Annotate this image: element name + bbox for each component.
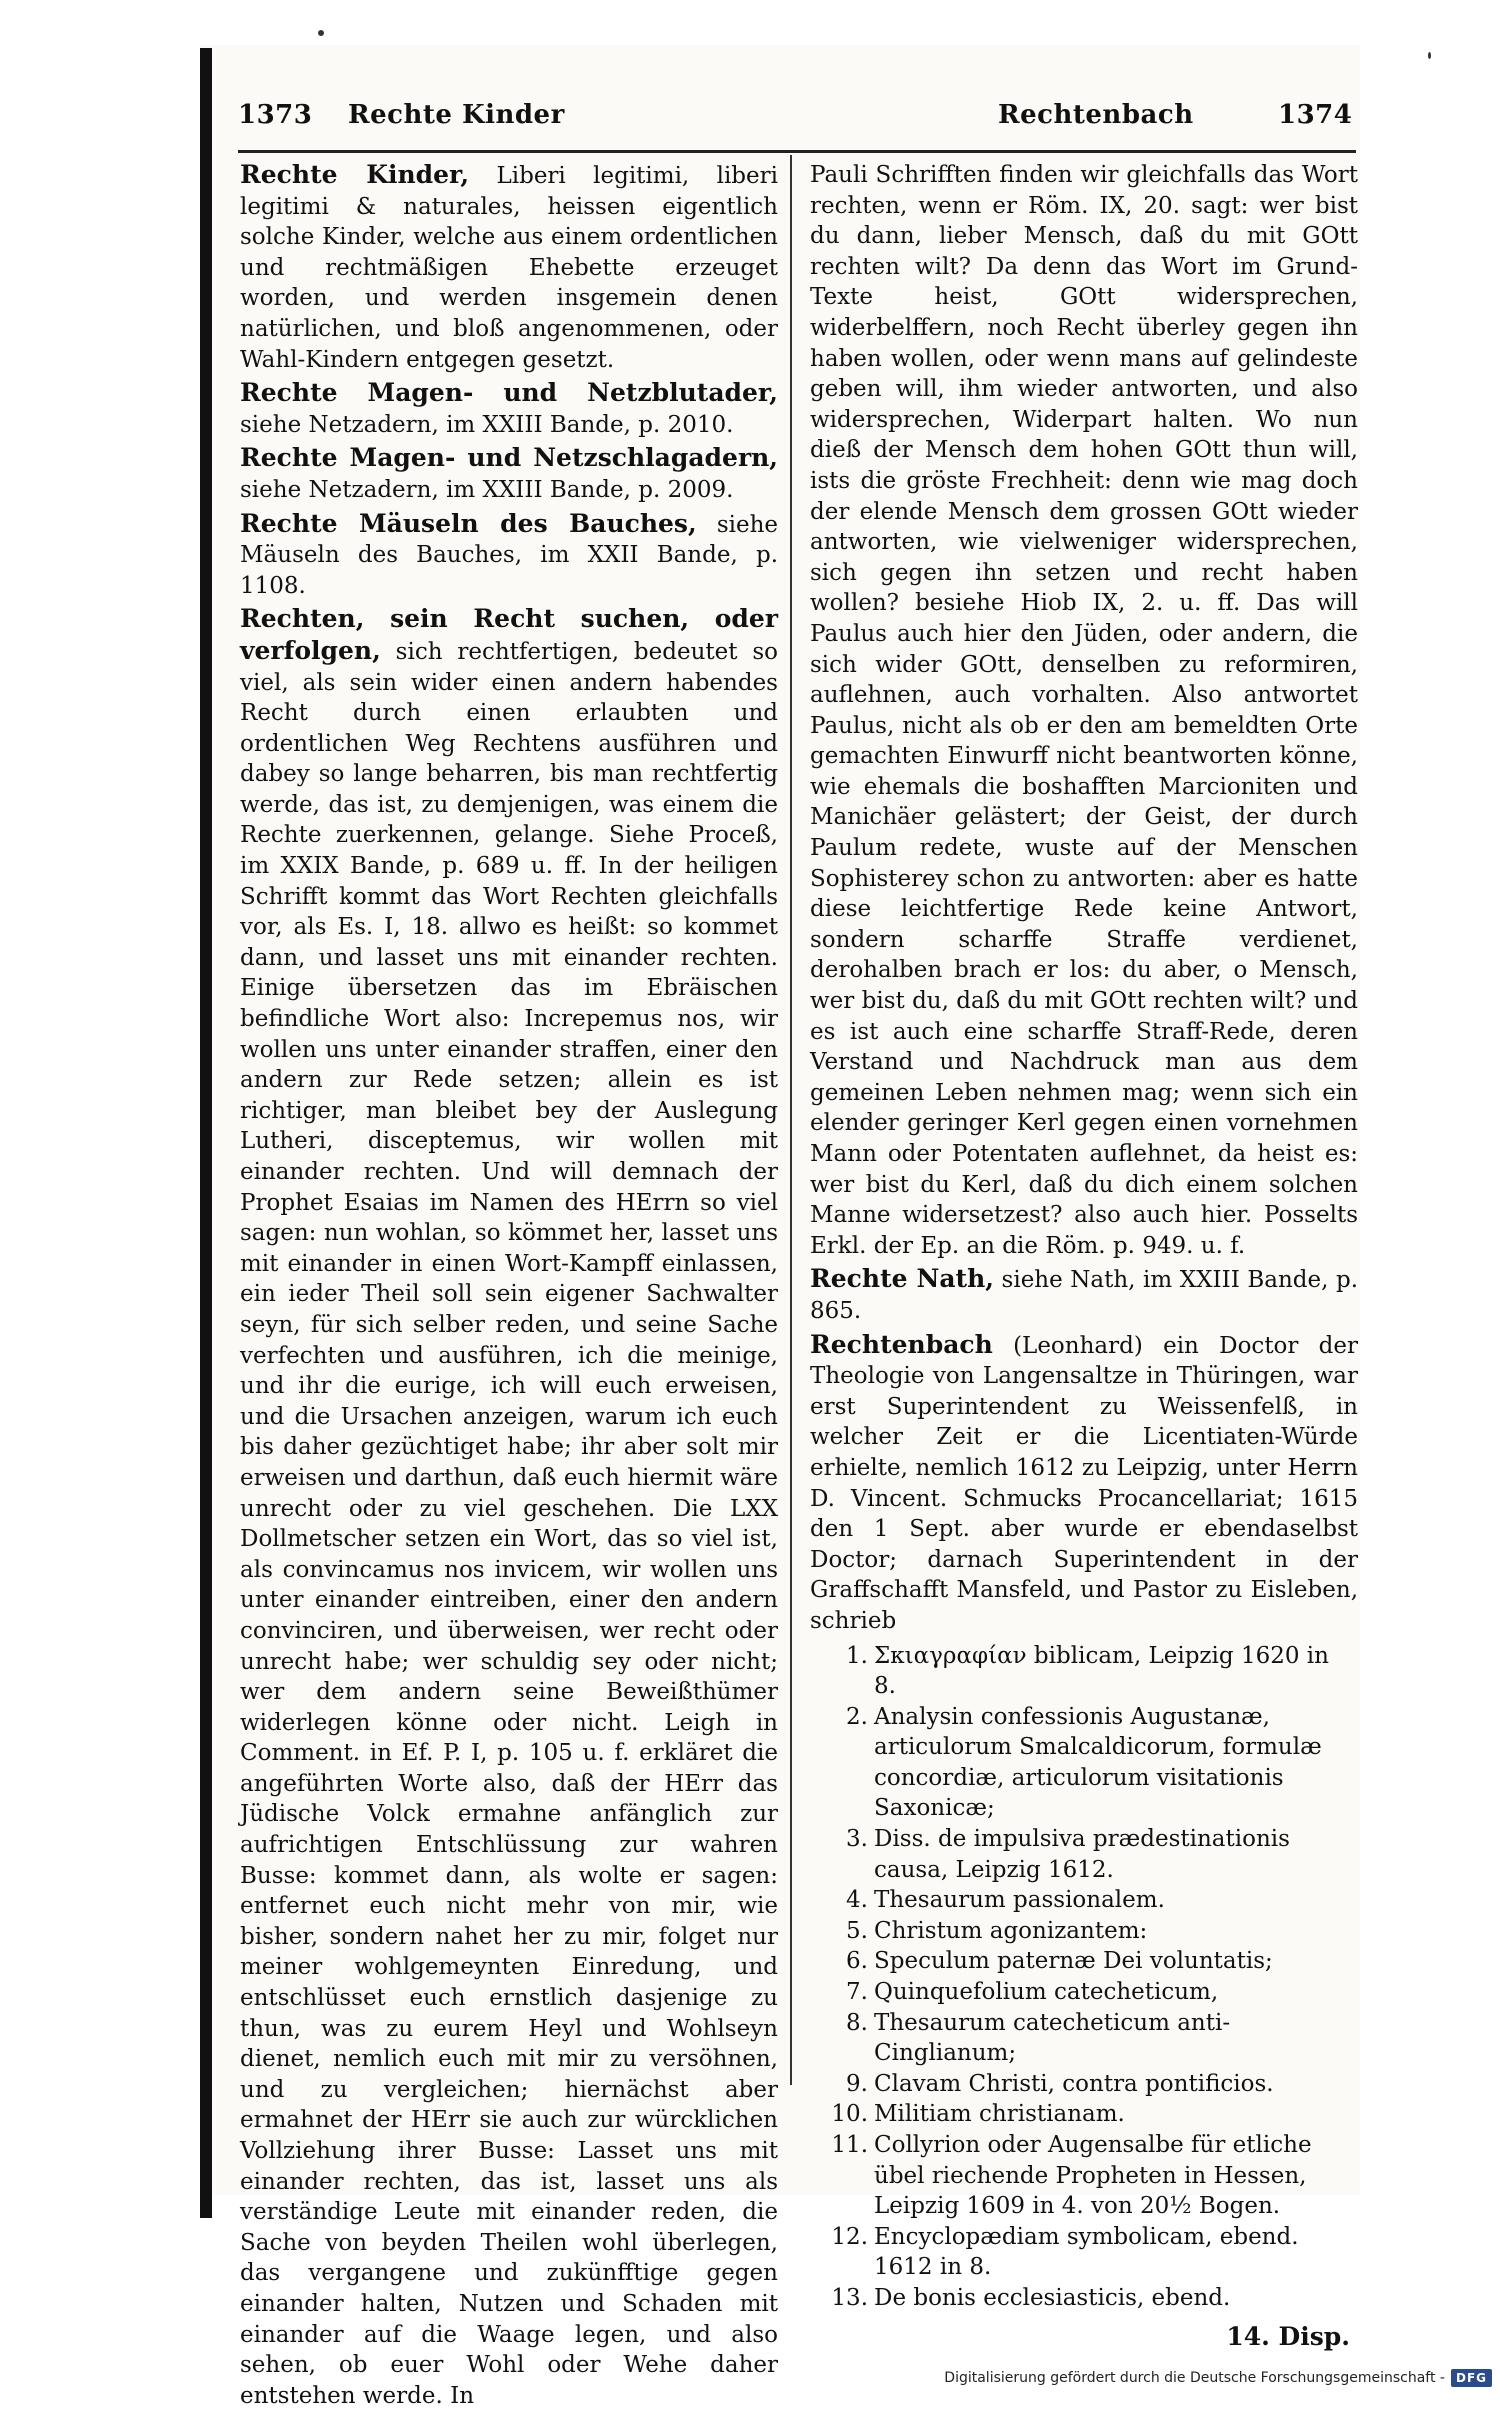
list-item <box>830 1885 1358 1916</box>
list-item-text: Militiam christianam. <box>874 2101 1125 2128</box>
list-item <box>830 2283 1358 2314</box>
entry-rechte-kinder <box>240 160 778 375</box>
footer-text: Digitalisierung gefördert durch die Deutsche Forschungsgemeinschaft - <box>944 2370 1445 2386</box>
right-column <box>810 160 1358 2352</box>
list-item-text: Analysin confessionis Augustanæ, articulorum Smalcaldicorum, formulæ concordiæ, articulorum visitationis Saxonicæ; <box>874 1703 1322 1822</box>
entry-headword: Rechte Kinder, <box>240 160 470 189</box>
left-column <box>240 160 778 2414</box>
list-item-number: 12. <box>831 2223 868 2250</box>
entry-text: (Leonhard) ein Doctor der Theologie von Langensaltze in Thüringen, war erst Superintendent zu Weissenfelß, in welcher Zeit er die Licentiaten-Würde erhielte, nemlich 1612 zu Leipzig, unter Herrn D. Vincent. Schmucks Procancellariat; 1615 den 1 Sept. aber wurde er ebendaselbst Doctor; darnach Superintendent in der Graffschafft Mansfeld, und Pastor zu Eisleben, schrieb <box>810 1332 1359 1634</box>
entry-headword: Rechte Nath, <box>810 1264 994 1294</box>
list-item-number: 2. <box>846 1703 868 1730</box>
ink-speck <box>318 30 324 36</box>
entry-rechte-nath <box>810 1264 1358 1326</box>
header-title-right: Rechtenbach <box>998 100 1194 130</box>
list-item-number: 10. <box>831 2101 868 2128</box>
list-item-number: 13. <box>831 2284 868 2311</box>
list-item <box>830 2130 1358 2222</box>
entry-headword: Rechten, sein Recht suchen, oder verfolgen, <box>240 604 778 665</box>
list-item-number: 9. <box>846 2070 868 2097</box>
entry-text: siehe Nath, im XXIII Bande, p. 865. <box>810 1267 1359 1324</box>
entry-text: siehe Netzadern, im XXIII Bande, p. 2009. <box>240 476 734 503</box>
entry-mauseln <box>240 509 778 602</box>
list-item-text: De bonis ecclesiasticis, ebend. <box>874 2284 1231 2311</box>
list-item <box>830 2099 1358 2130</box>
list-item <box>830 2222 1358 2283</box>
ink-speck <box>1428 52 1431 59</box>
entry-netzblutader <box>240 378 778 440</box>
list-item <box>830 1641 1358 1702</box>
list-item <box>830 1824 1358 1885</box>
entry-text: siehe Netzadern, im XXIII Bande, p. 2010. <box>240 411 734 438</box>
entry-rechtenbach <box>810 1330 1358 1637</box>
page-number-right: 1374 <box>1278 100 1353 130</box>
entry-text: sich rechtfertigen, bedeutet so viel, als sein wider einen andern habendes Recht durch einen erlaubten und ordentlichen Weg Rechtens ausführen und dabey so lange beharren, bis man rechtfertig werde, das ist, zu demjenigen, was einem die Rechte zuerkennen, gelange. Siehe Proceß, im XXIX Bande, p. 689 u. ff. In der heiligen Schrifft kommt das Wort Rechten gleichfalls vor, als Es. I, 18. allwo es heißt: so kommet dann, und lasset uns mit einander rechten. Einige übersetzen das im Ebräischen befindliche Wort also: Increpemus nos, wir wollen uns unter einander straffen, einer den andern zur Rede setzen; allein es ist richtiger, man bleibet bey der Auslegung Lutheri, disceptemus, wir wollen mit einander rechten. Und will demnach der Prophet Esaias im Namen des HErrn so viel sagen: nun wohlan, so kömmet her, lasset uns mit einander in einen Wort-Kampff einlassen, ein ieder Theil soll sein eigener Sachwalter seyn, für sich selber reden, und seine Sache verfechten und ausführen, ich die meinige, und ihr die eurige, ich will euch erweisen, und die Ursachen anzeigen, warum ich euch bis daher gezüchtiget habe; ihr aber solt mir erweisen und darthun, daß euch hiermit wäre unrecht oder zu viel geschehen. Die LXX Dollmetscher setzen ein Wort, das so viel ist, als convincamus nos invicem, wir wollen uns unter einander eintreiben, einer den andern convinciren, und überweisen, wer recht oder unrecht habe; wer schuldig sey oder nicht; wer dem andern seine Beweißthümer widerlegen könne oder nicht. Leigh in Comment. in Ef. P. I, p. 105 u. f. erkläret die angeführten Worte also, daß der HErr das Jüdische Volck ermahne anfänglich zur aufrichtigen Entschlüssung zur wahren Busse: kommet dann, als wolte er sagen: entfernet euch nicht mehr von mir, wie bisher, sondern nahet her zu mir, folget nur meiner wohlgemeynten Einredung, und entschlüsset euch ernstlich dasjenige zu thun, was zu eurem Heyl und Wohlseyn dienet, nemlich euch mit mir zu versöhnen, und zu vergleichen; hiernächst aber ermahnet der HErr sie auch zur würcklichen Vollziehung ihrer Busse: Lasset uns mit einander rechten, das ist, lasset uns als verständige Leute mit einander reden, die Sache von beyden Theilen wohl überlegen, das vergangene und zukünfftige gegen einander halten, Nutzen und Schaden mit einander auf die Waage legen, und also sehen, ob euer Wohl oder Wehe daher entstehen werde. In <box>240 638 779 2409</box>
page-number-left: 1373 <box>238 100 313 130</box>
list-item-number: 8. <box>846 2009 868 2036</box>
list-item-number: 1. <box>846 1642 868 1669</box>
list-item <box>830 2069 1358 2100</box>
list-item-text: Thesaurum catecheticum anti-Cinglianum; <box>874 2009 1231 2067</box>
dfg-logo: DFG <box>1451 2369 1492 2387</box>
list-item <box>830 1946 1358 1977</box>
binding-edge <box>200 48 212 2218</box>
list-item-number: 11. <box>831 2132 868 2158</box>
list-item-number: 5. <box>846 1917 868 1944</box>
list-item-number: 4. <box>846 1887 868 1914</box>
entry-headword: Rechte Mäuseln des Bauches, <box>240 508 697 538</box>
list-item <box>830 1977 1358 2008</box>
entry-headword: Rechtenbach <box>810 1329 993 1359</box>
list-item-text: Encyclopædiam symbolicam, ebend. 1612 in 8. <box>874 2223 1299 2281</box>
header-rule <box>238 150 1356 153</box>
list-item-text: Christum agonizantem: <box>874 1917 1148 1944</box>
works-list <box>830 1641 1358 2314</box>
entry-headword: Rechte Magen- und Netzschlagadern, <box>240 443 778 473</box>
entry-text: siehe Mäuseln des Bauches, im XXII Bande, p. 1108. <box>240 511 779 599</box>
entry-rechten <box>240 604 778 2411</box>
continuation-paragraph: Pauli Schrifften finden wir gleichfalls das Wort rechten, wenn er Röm. IX, 20. sagt: wer bist du dann, lieber Mensch, daß du mit GOtt rechten wilt? Da denn das Wort im Grund-Texte heist, GOtt widersprechen, widerbelffern, noch Recht überley gegen ihn haben wollen, oder wenn mans auf gelindeste geben will, ihm wieder antworten, und also widersprechen, Widerpart halten. Wo nun dieß der Mensch dem hohen GOtt thun will, ists die gröste Frechheit: denn wie mag doch der elende Mensch dem grossen GOtt wieder antworten, wie vielweniger widersprechen, sich gegen ihn setzen und recht haben wollen? besiehe Hiob IX, 2. u. ff. Das will Paulus auch hier den Jüden, oder andern, die sich wider GOtt, denselben zu reformiren, auflehnen, auch vorhalten. Also antwortet Paulus, nicht als ob er den am bemeldten Orte gemachten Einwurff nicht beantworten könne, wie ehemals die boshafften Marcioniten und Manichäer gelästert; der Geist, der durch Paulum redete, wuste auf der Menschen Sophisterey schon zu antworten: aber es hatte diese leichtfertige Rede keine Antwort, sondern scharffe Straffe verdienet, derohalben brach er los: du aber, o Mensch, wer bist du, daß du mit GOtt rechten wilt? und es ist auch eine scharffe Straff-Rede, deren Verstand und Nachdruck man aus dem gemeinen Leben nehmen mag; wenn sich ein elender geringer Kerl gegen einen vornehmen Mann oder Potentaten auflehnet, da heist es: wer bist du Kerl, daß du dich einem solchen Manne widersetzest? also auch hier. Posselts Erkl. der Ep. an die Röm. p. 949. u. f. <box>810 162 1358 1259</box>
catchword: 14. Disp. <box>1226 2321 1350 2351</box>
list-item-text: Clavam Christi, contra pontificios. <box>874 2070 1274 2097</box>
digitization-footer <box>944 2369 1492 2387</box>
list-item <box>830 1702 1358 1824</box>
list-item <box>830 2008 1358 2069</box>
entry-netzschlagadern <box>240 443 778 505</box>
list-item-text: Collyrion oder Augensalbe für etliche übel riechende Propheten in Hessen, Leipzig 1609 in 4. von 20½ Bogen. <box>874 2132 1312 2220</box>
list-item-text: Diss. de impulsiva prædestinationis causa, Leipzig 1612. <box>874 1826 1290 1883</box>
list-item-text: Thesaurum passionalem. <box>874 1887 1165 1914</box>
list-item-number: 7. <box>846 1979 868 2006</box>
list-item-text: Quinquefolium catecheticum, <box>874 1979 1219 2006</box>
list-item-number: 3. <box>846 1826 868 1853</box>
list-item-text: Σκιαγραφίαν biblicam, Leipzig 1620 in 8. <box>874 1642 1329 1700</box>
column-divider <box>790 155 792 2085</box>
entry-headword: Rechte Magen- und Netzblutader, <box>240 378 778 408</box>
list-item-number: 6. <box>846 1948 868 1975</box>
running-header <box>238 100 1358 150</box>
entry-text: Liberi legitimi, liberi legitimi & naturales, heissen eigentlich solche Kinder, welche aus einem ordentlichen und rechtmäßigen Ehebette erzeuget worden, und werden insgemein denen natürlichen, und bloß angenommenen, oder Wahl-Kindern entgegen gesetzt. <box>240 163 778 373</box>
list-item-text: Speculum paternæ Dei voluntatis; <box>874 1948 1273 1975</box>
list-item <box>830 1916 1358 1947</box>
header-title-left: Rechte Kinder <box>348 100 565 130</box>
